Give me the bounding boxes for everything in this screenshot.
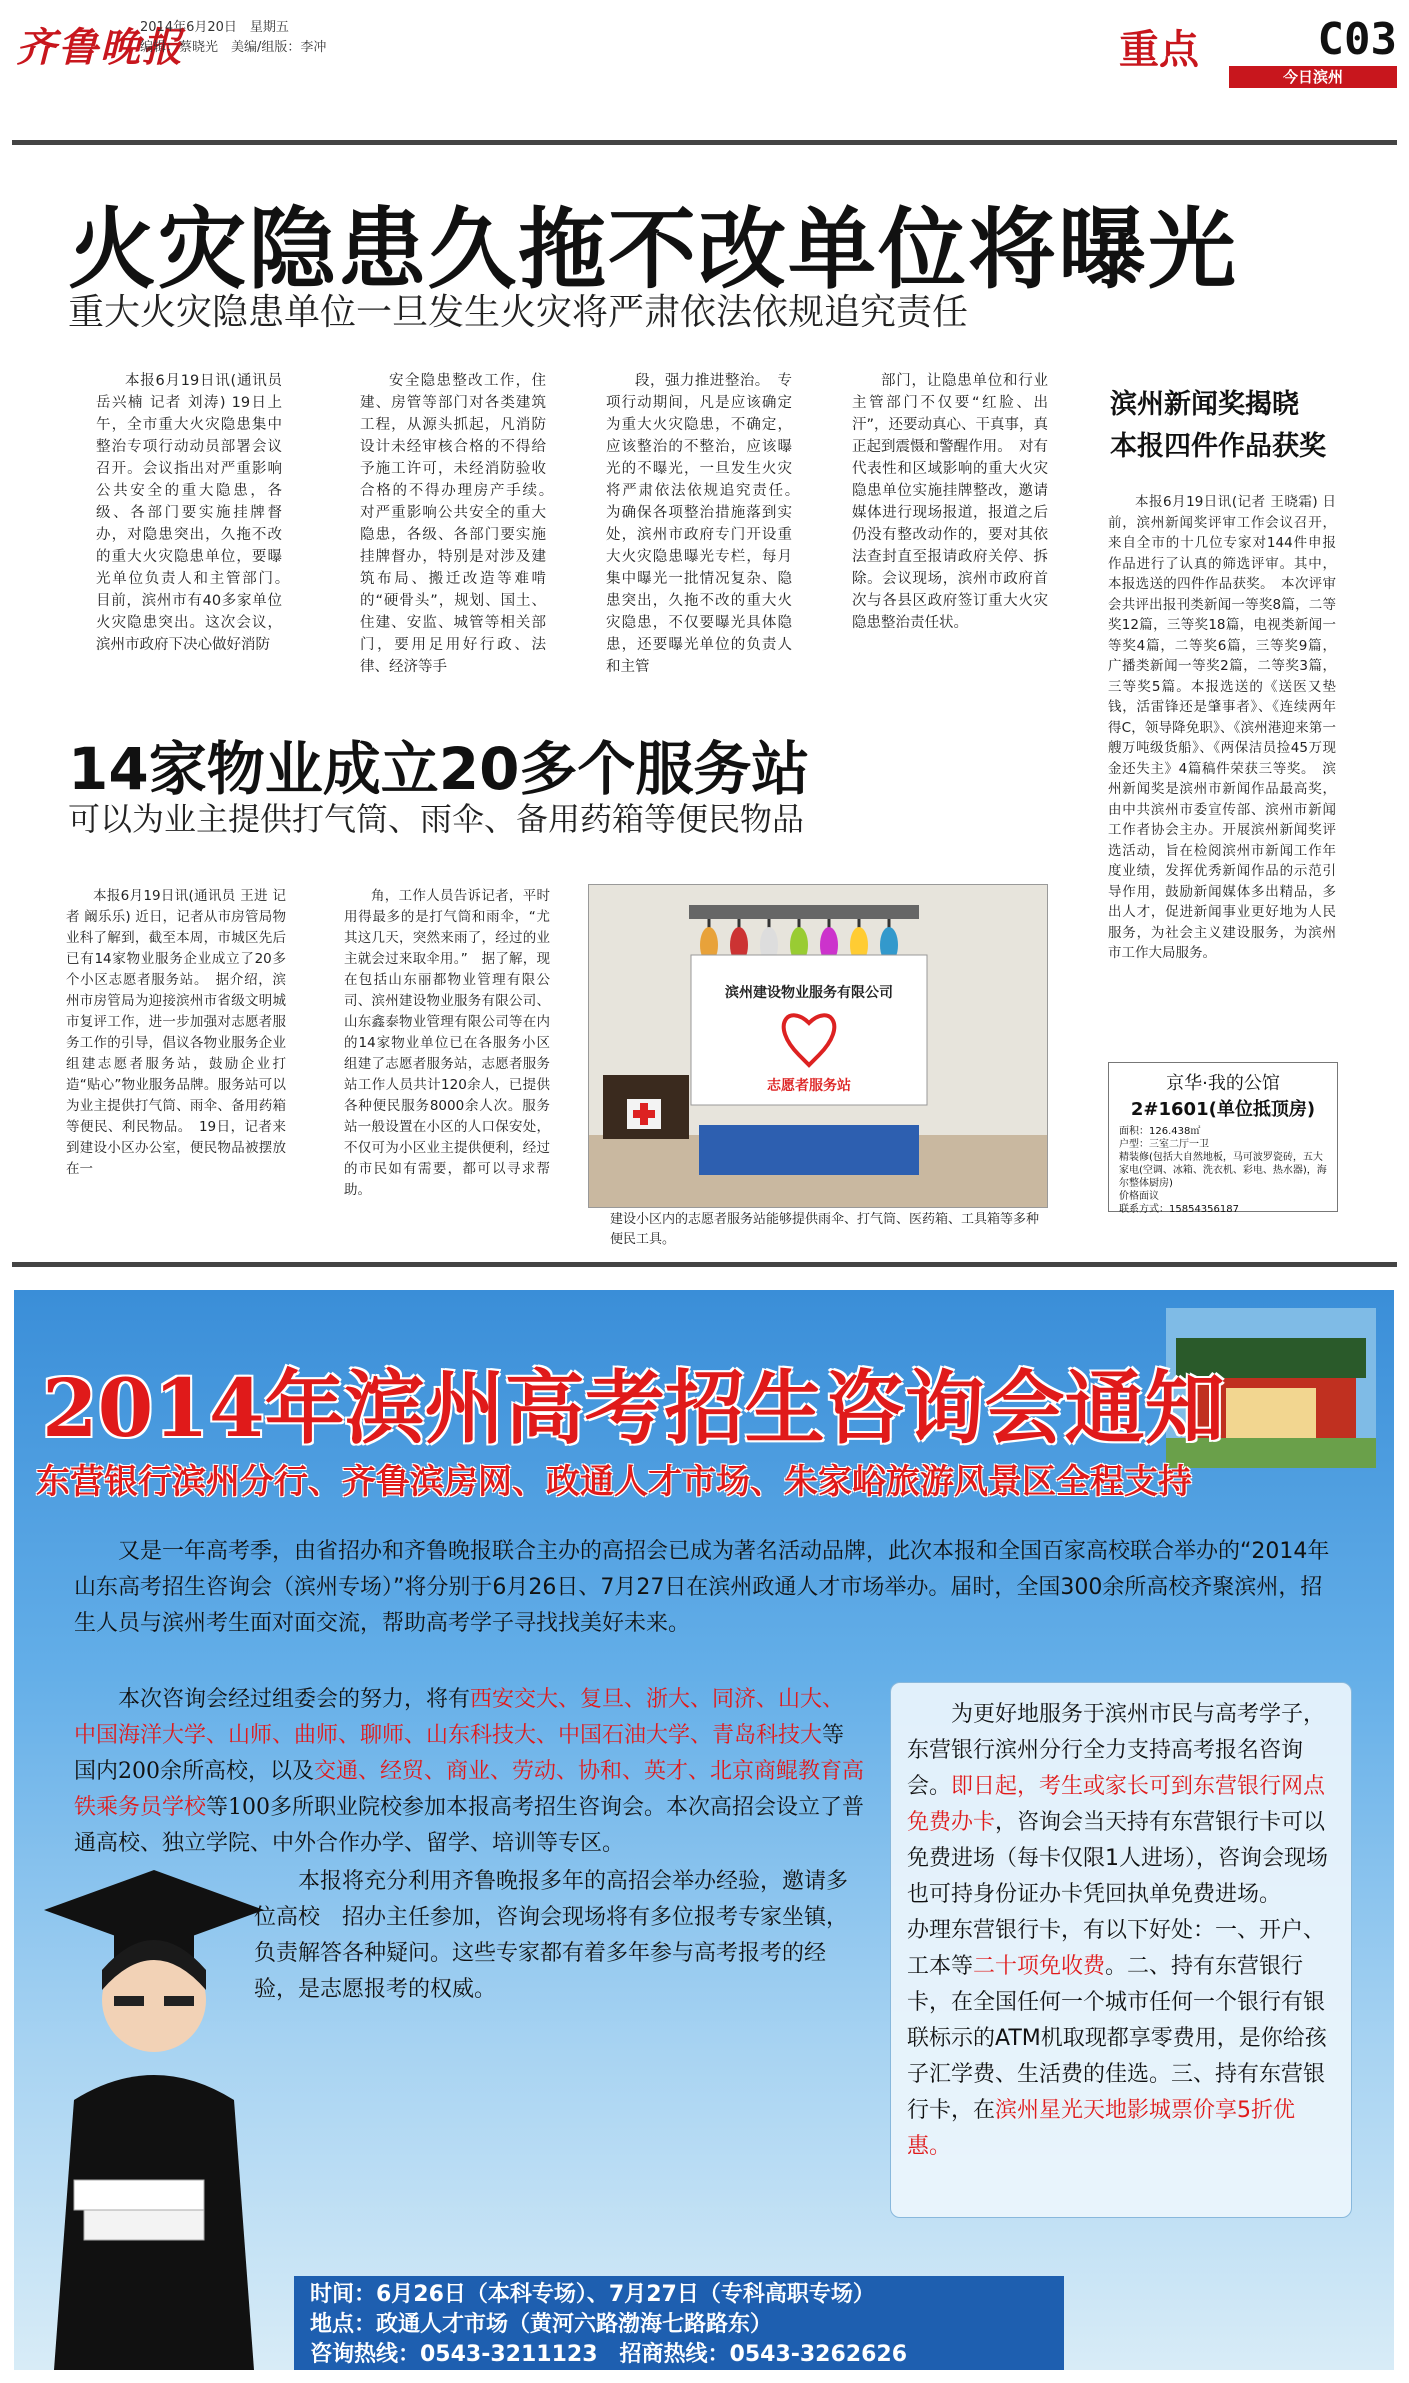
banner-right-panel xyxy=(890,1682,1352,2218)
story1-col4-text: 部门，让隐患单位和行业主管部门不仅要“红脸、出汗”，还要动真心、干真事，真正起到震慑和警醒作用。 对有代表性和区域影响的重大火灾隐患单位实施挂牌整改，邀请媒体进行现场报道，报道之后仍没有整改动作的，要对其依法查封直至报请政府关停、拆除。会议现场，滨州市政府首次与各县区政府签订重大火灾隐患整治责任状。 xyxy=(852,373,1049,631)
ad-layout: 户型：三室二厅一卫 xyxy=(1119,1139,1209,1150)
photo-illustration xyxy=(589,885,1047,1207)
event-time: 时间：6月26日（本科专场）、7月27日（专科高职专场） xyxy=(310,2282,875,2307)
story2-col1-text: 本报6月19日讯(通讯员 王进 记者 阚乐乐) 近日，记者从市房管局物业科了解到，截至本周，市城区先后已有14家物业服务企业成立了20多个小区志愿者服务站。 据介绍，滨州市房管局为迎接滨州市省级文明城市复评工作，进一步加强对志愿者服务工作的引导，倡议各物业服务企业组建志愿者服务站，鼓励企业打造“贴心”物业服务品牌。服务站可以为业主提供打气筒、雨伞、备用药箱等便民、利民物品。 19日，记者来到建设小区办公室，便民物品被摆放在一 xyxy=(66,888,286,1177)
left-para-2: 本报将充分利用齐鲁晚报多年的高招会举办经验，邀请多位高校 招办主任参加，咨询会现场将有多位报考专家坐镇，负责解答各种疑问。这些专家都有着多年参与高考报考的经验，是志愿报考的权威。 xyxy=(254,1869,849,2002)
story2-col1 xyxy=(66,886,286,1180)
newspaper-logo: 齐鲁晚报 xyxy=(16,24,184,71)
top-divider xyxy=(12,140,1397,145)
right-p2-start: 办理东营银行卡，有以下好处：一、开户、工本等 xyxy=(907,1918,1326,1979)
story1-col1-text: 本报6月19日讯(通讯员 岳兴楠 记者 刘涛) 19日上午，全市重大火灾隐患集中整治专项行动动员部署会议召开。会议指出对严重影响公共安全的重大隐患，各级、各部门要实施挂牌督办，对隐患突出，久拖不改的重大火灾隐患单位，要曝光单位负责人和主管部门。 目前，滨州市有40多家单位火灾隐患突出。这次会议，滨州市政府下决心做好消防 xyxy=(96,373,297,653)
right-para-1 xyxy=(907,1697,1335,1913)
story2-subhead: 可以为业主提供打气筒、雨伞、备用药箱等便民物品 xyxy=(68,800,805,838)
story1-col2-text: 安全隐患整改工作，住建、房管等部门对各类建筑工程，从源头抓起，凡消防设计未经审核合格的不得给予施工许可，未经消防验收合格的不得办理房产手续。 对严重影响公共安全的重大隐患，各级、各部门要实施挂牌督办，特别是对涉及建筑布局、搬迁改造等难啃的“硬骨头”，规划、国土、住建、安监、城管等相关部门，要用足用好行政、法律、经济等手 xyxy=(360,373,561,675)
left-para-1 xyxy=(74,1682,864,1862)
left-p1-end: 等100多所职业院校参加本报高考招生咨询会。本次高招会设立了普通高校、独立学院、中外合作办学、留学、培训等专区。 xyxy=(74,1795,865,1856)
editor-line: 编辑：蔡晓光 美编/组版：李冲 xyxy=(140,40,327,55)
left-p1-schools2: 交通、经贸、商业、劳动、协和、英才、北京商鲲教育高铁乘务员学校 xyxy=(74,1759,865,1820)
right-para-2 xyxy=(907,1913,1335,2165)
event-hotlines: 咨询热线：0543-3211123 招商热线：0543-3262626 xyxy=(310,2342,908,2367)
gaokao-banner xyxy=(14,1290,1394,2370)
ad-phone: 联系方式：15854356187 xyxy=(1119,1204,1239,1215)
right-p1-red: 即日起，考生或家长可到东营银行网点免费办卡 xyxy=(907,1774,1326,1835)
property-ad xyxy=(1108,1062,1338,1215)
photo-sign-station: 志愿者服务站 xyxy=(767,1078,851,1094)
story1-headline: 火灾隐患久拖不改单位将曝光 xyxy=(68,198,1239,301)
masthead-meta xyxy=(140,18,326,58)
story1-col2 xyxy=(360,370,561,678)
right-p2-red: 二十项免收费 xyxy=(973,1954,1106,1979)
sidebar-body xyxy=(1108,492,1336,964)
edition-tag: 今日滨州 xyxy=(1229,66,1397,88)
story1-col3 xyxy=(606,370,807,678)
sidebar-body-text: 本报6月19日讯(记者 王晓霜) 日前，滨州新闻奖评审工作会议召开，来自全市的十几位专家对144件申报作品进行了认真的筛选评审。其中，本报选送的四件作品获奖。 本次评审会共评出报刊类新闻一等奖8篇，二等奖12篇，三等奖18篇，电视类新闻一等奖4篇，二等奖6篇，三等奖9篇，广播类新闻一等奖2篇，二等奖3篇，三等奖5篇。本报选送的《送医又垫钱，活雷锋还是肇事者》、《连续两年得C，领导降免职》、《滨州港迎来第一艘万吨级货船》、《两保洁员捡45万现金还失主》4篇稿件荣获三等奖。 滨州新闻奖是滨州市新闻作品最高奖，由中共滨州市委宣传部、滨州市新闻工作者协会主办。开展滨州新闻奖评选活动，旨在检阅滨州市新闻工作年度业绩，发挥优秀新闻作品的示范引导作用，鼓励新闻媒体多出精品，多出人才，促进新闻事业更好地为人民服务，为社会主义建设服务，为滨州市工作大局服务。 xyxy=(1108,494,1336,961)
ad-title: 京华·我的公馆 xyxy=(1166,1073,1280,1094)
story2-col2 xyxy=(344,886,550,1201)
right-p1-start: 为更好地服务于滨州市民与高考学子，东营银行滨州分行全力支持高考报名咨询会。 xyxy=(907,1702,1326,1799)
banner-title: 2014年滨州高考招生咨询会通知 xyxy=(42,1361,1225,1455)
story1-col4 xyxy=(852,370,1048,634)
mid-divider xyxy=(12,1262,1397,1267)
right-p2-red2: 滨州星光天地影城票价享5折优惠。 xyxy=(907,2098,1296,2159)
story2-headline: 14家物业成立20多个服务站 xyxy=(68,735,810,803)
right-p1-end: ，咨询会当天持有东营银行卡可以免费进场（每卡仅限1人进场），咨询会现场也可持身份证办卡凭回执单免费进场。 xyxy=(907,1810,1328,1907)
left-p1-mid: 等国内200余所高校，以及 xyxy=(74,1723,845,1784)
sidebar-headline-line2: 本报四件作品获奖 xyxy=(1110,431,1326,462)
banner-sponsors: 东营银行滨州分行、齐鲁滨房网、政通人才市场、朱家峪旅游风景区全程支持 xyxy=(36,1462,1192,1502)
date-line: 2014年6月20日 星期五 xyxy=(140,20,289,35)
graduate-figure xyxy=(14,1850,284,2370)
photo-caption: 建设小区内的志愿者服务站能够提供雨伞、打气筒、医药箱、工具箱等多种便民工具。 xyxy=(610,1212,1040,1247)
left-p1-schools: 西安交大、复旦、浙大、同济、山大、中国海洋大学、山师、曲师、聊师、山东科技大、中国石油大学、青岛科技大 xyxy=(74,1687,845,1748)
story1-col3-text: 段，强力推进整治。 专项行动期间，凡是应该确定为重大火灾隐患，不确定，应该整治的不整治，应该曝光的不曝光，一旦发生火灾将严肃依法依规追究责任。 为确保各项整治措施落到实处，滨州市政府专门开设重大火灾隐患曝光专栏，每月集中曝光一批情况复杂、隐患突出，久拖不改的重大火灾隐患，不仅要曝光具体隐患，还要曝光单位的负责人和主管 xyxy=(606,373,807,675)
section-label: 重点 xyxy=(1119,27,1199,73)
story2-col2-text: 角，工作人员告诉记者，平时用得最多的是打气筒和雨伞，“尤其这几天，突然来雨了，经过的业主就会过来取伞用。” 据了解，现在包括山东丽都物业管理有限公司、滨州建设物业服务有限公司、山东鑫泰物业管理有限公司等在内的14家物业单位已在各服务小区组建了志愿者服务站，志愿者服务站工作人员共计120余人，已提供各种便民服务8000余人次。服务站一般设置在小区的人口保安处，不仅可为小区业主提供便利，经过的市民如有需要，都可以寻求帮助。 xyxy=(344,888,550,1198)
event-place: 地点：政通人才市场（黄河六路渤海七路路东） xyxy=(310,2312,773,2337)
story1-subhead: 重大火灾隐患单位一旦发生火灾将严肃依法依规追究责任 xyxy=(68,292,969,333)
banner-intro: 又是一年高考季，由省招办和齐鲁晚报联合主办的高招会已成为著名活动品牌，此次本报和全国百家高校联合举办的“2014年山东高考招生咨询会（滨州专场）”将分别于6月26日、7月27日在滨州政通人才市场举办。届时，全国300余所高校齐聚滨州，招生人员与滨州考生面对面交流，帮助高考学子寻找找美好未来。 xyxy=(74,1539,1330,1636)
ad-price: 价格面议 xyxy=(1119,1191,1159,1202)
left-p1-start: 本次咨询会经过组委会的努力，将有 xyxy=(118,1687,471,1712)
photo-sign-company: 滨州建设物业服务有限公司 xyxy=(725,985,893,1001)
service-station-photo xyxy=(588,884,1048,1208)
ad-unit: 2#1601(单位抵顶房) xyxy=(1130,1099,1316,1120)
page-number: C03 xyxy=(1317,14,1397,65)
story1-col1 xyxy=(96,370,297,656)
right-p2-end: 。二、持有东营银行卡，在全国任何一个城市任何一个银行有银联标示的ATM机取现都享零费用，是你给孩子汇学费、生活费的佳选。三、持有东营银行卡，在 xyxy=(907,1954,1327,2123)
sidebar-headline-line1: 滨州新闻奖揭晓 xyxy=(1110,389,1299,420)
event-info-bar xyxy=(294,2276,1064,2370)
sidebar-headline xyxy=(1110,384,1370,468)
ad-fitting: 精装修(包括大自然地板，马可波罗瓷砖，五大家电(空调、冰箱、洗衣机、彩电、热水器)，海尔整体厨房) xyxy=(1119,1152,1327,1189)
ad-details xyxy=(1109,1121,1337,1220)
ad-area: 面积：126.438㎡ xyxy=(1119,1126,1201,1137)
